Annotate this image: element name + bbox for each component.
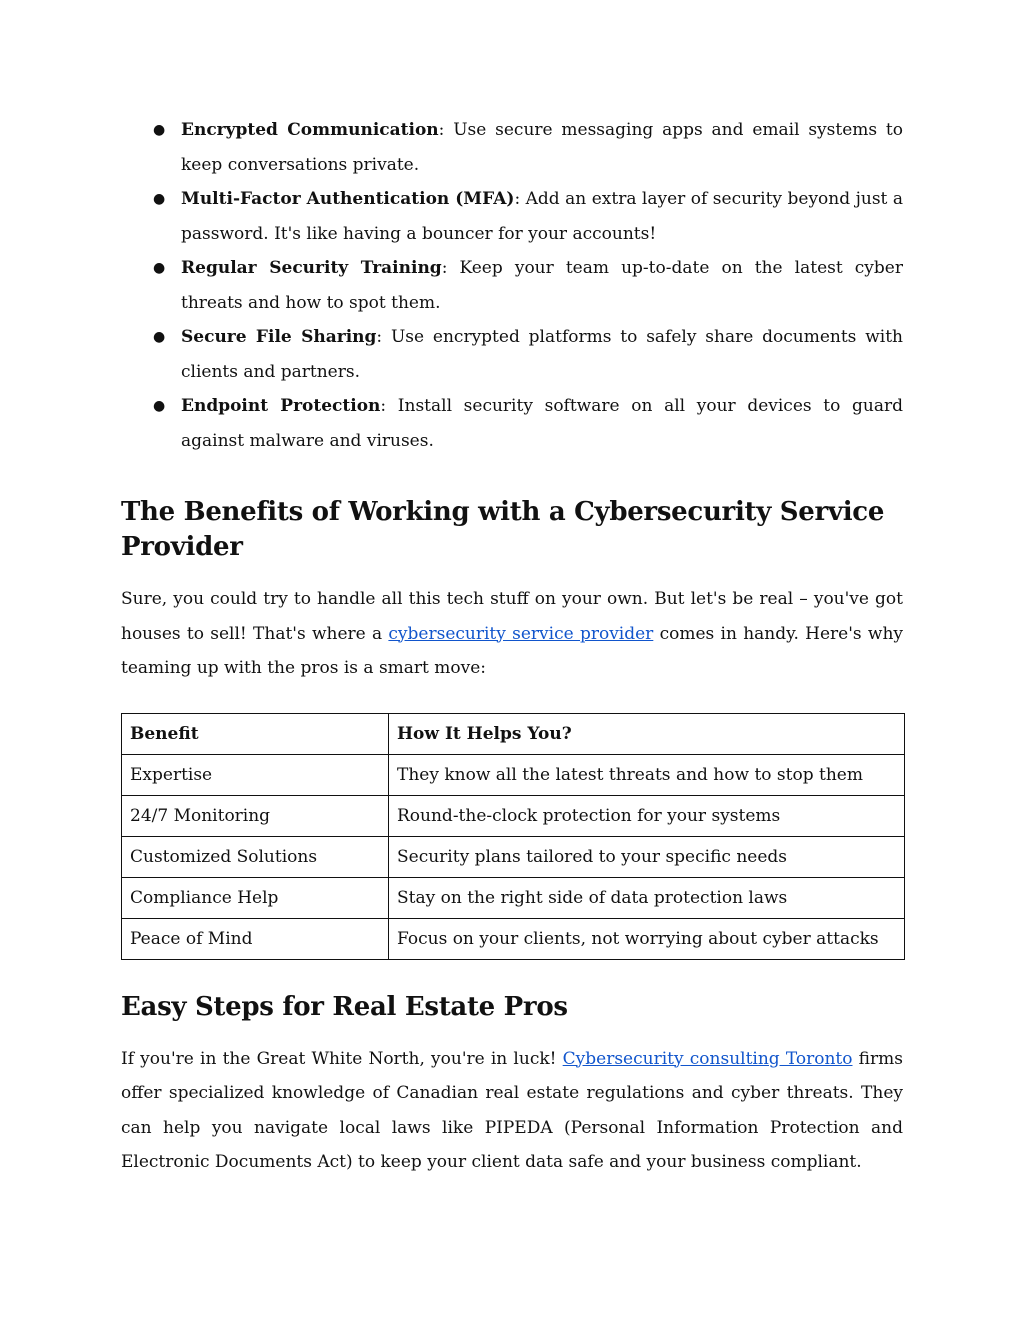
table-row — [122, 795, 905, 836]
benefits-table — [121, 713, 905, 960]
table-row — [122, 836, 905, 877]
table-row — [122, 918, 905, 959]
benefit-cell: 24/7 Monitoring — [122, 795, 389, 836]
list-item-term: Endpoint Protection — [181, 396, 381, 416]
benefit-cell: Peace of Mind — [122, 918, 389, 959]
how-it-helps-cell: Round-the-clock protection for your systems — [389, 795, 905, 836]
cybersecurity-service-provider-link[interactable]: cybersecurity service provider — [388, 623, 654, 644]
steps-text-before: If you're in the Great White North, you're in luck! — [121, 1048, 563, 1069]
steps-heading: Easy Steps for Real Estate Pros — [121, 991, 568, 1022]
benefits-heading: The Benefits of Working with a Cybersecurity Service Provider — [121, 497, 885, 562]
table-row — [122, 877, 905, 918]
how-it-helps-cell: Stay on the right side of data protection laws — [389, 877, 905, 918]
list-item — [121, 320, 903, 389]
benefits-intro-text-before: Sure, you could try to handle all this tech stuff on your own. But let's be real – you've got houses to sell! That's where a — [121, 589, 903, 644]
how-it-helps-cell: Focus on your clients, not worrying about cyber attacks — [389, 918, 905, 959]
bullet-icon: ● — [153, 260, 166, 276]
list-item-text: : Keep your team up-to-date on the latest cyber threats and how to spot them. — [181, 258, 903, 313]
benefits-intro-text-after: comes in handy. Here's why teaming up with the pros is a smart move: — [121, 623, 903, 678]
bullet-icon: ● — [153, 329, 166, 345]
column-header-benefit: Benefit — [122, 713, 389, 754]
how-it-helps-cell: Security plans tailored to your specific needs — [389, 836, 905, 877]
list-item — [121, 251, 903, 320]
column-header-how-it-helps: How It Helps You? — [389, 713, 905, 754]
list-item-term: Multi-Factor Authentication (MFA) — [181, 189, 515, 209]
bullet-icon: ● — [153, 122, 166, 138]
security-measures-list — [121, 113, 903, 458]
table-header-row — [122, 713, 905, 754]
cybersecurity-consulting-toronto-link[interactable]: Cybersecurity consulting Toronto — [562, 1048, 853, 1069]
table-row — [122, 754, 905, 795]
how-it-helps-cell: They know all the latest threats and how to stop them — [389, 754, 905, 795]
list-item-text: : Add an extra layer of security beyond just a password. It's like having a bouncer for your accounts! — [181, 189, 903, 244]
list-item-term: Regular Security Training — [181, 258, 442, 278]
list-item-text: : Use encrypted platforms to safely share documents with clients and partners. — [181, 327, 903, 382]
list-item-text: : Use secure messaging apps and email systems to keep conversations private. — [181, 120, 903, 175]
list-item — [121, 113, 903, 182]
benefit-cell: Expertise — [122, 754, 389, 795]
steps-paragraph — [121, 1042, 903, 1180]
steps-text-after: firms offer specialized knowledge of Canadian real estate regulations and cyber threats. They can help you navigate local laws like PIPEDA (Personal Information Protection and Electronic Documents Act) to keep your client data safe and your business compliant. — [121, 1048, 903, 1172]
list-item-term: Encrypted Communication — [181, 120, 439, 140]
list-item-term: Secure File Sharing — [181, 327, 377, 347]
list-item-text: : Install security software on all your devices to guard against malware and viruses. — [181, 396, 903, 451]
document-page — [121, 113, 903, 1180]
bullet-icon: ● — [153, 191, 166, 207]
list-item — [121, 182, 903, 251]
bullet-icon: ● — [153, 398, 166, 414]
benefit-cell: Compliance Help — [122, 877, 389, 918]
benefit-cell: Customized Solutions — [122, 836, 389, 877]
list-item — [121, 389, 903, 458]
benefits-intro — [121, 582, 903, 686]
